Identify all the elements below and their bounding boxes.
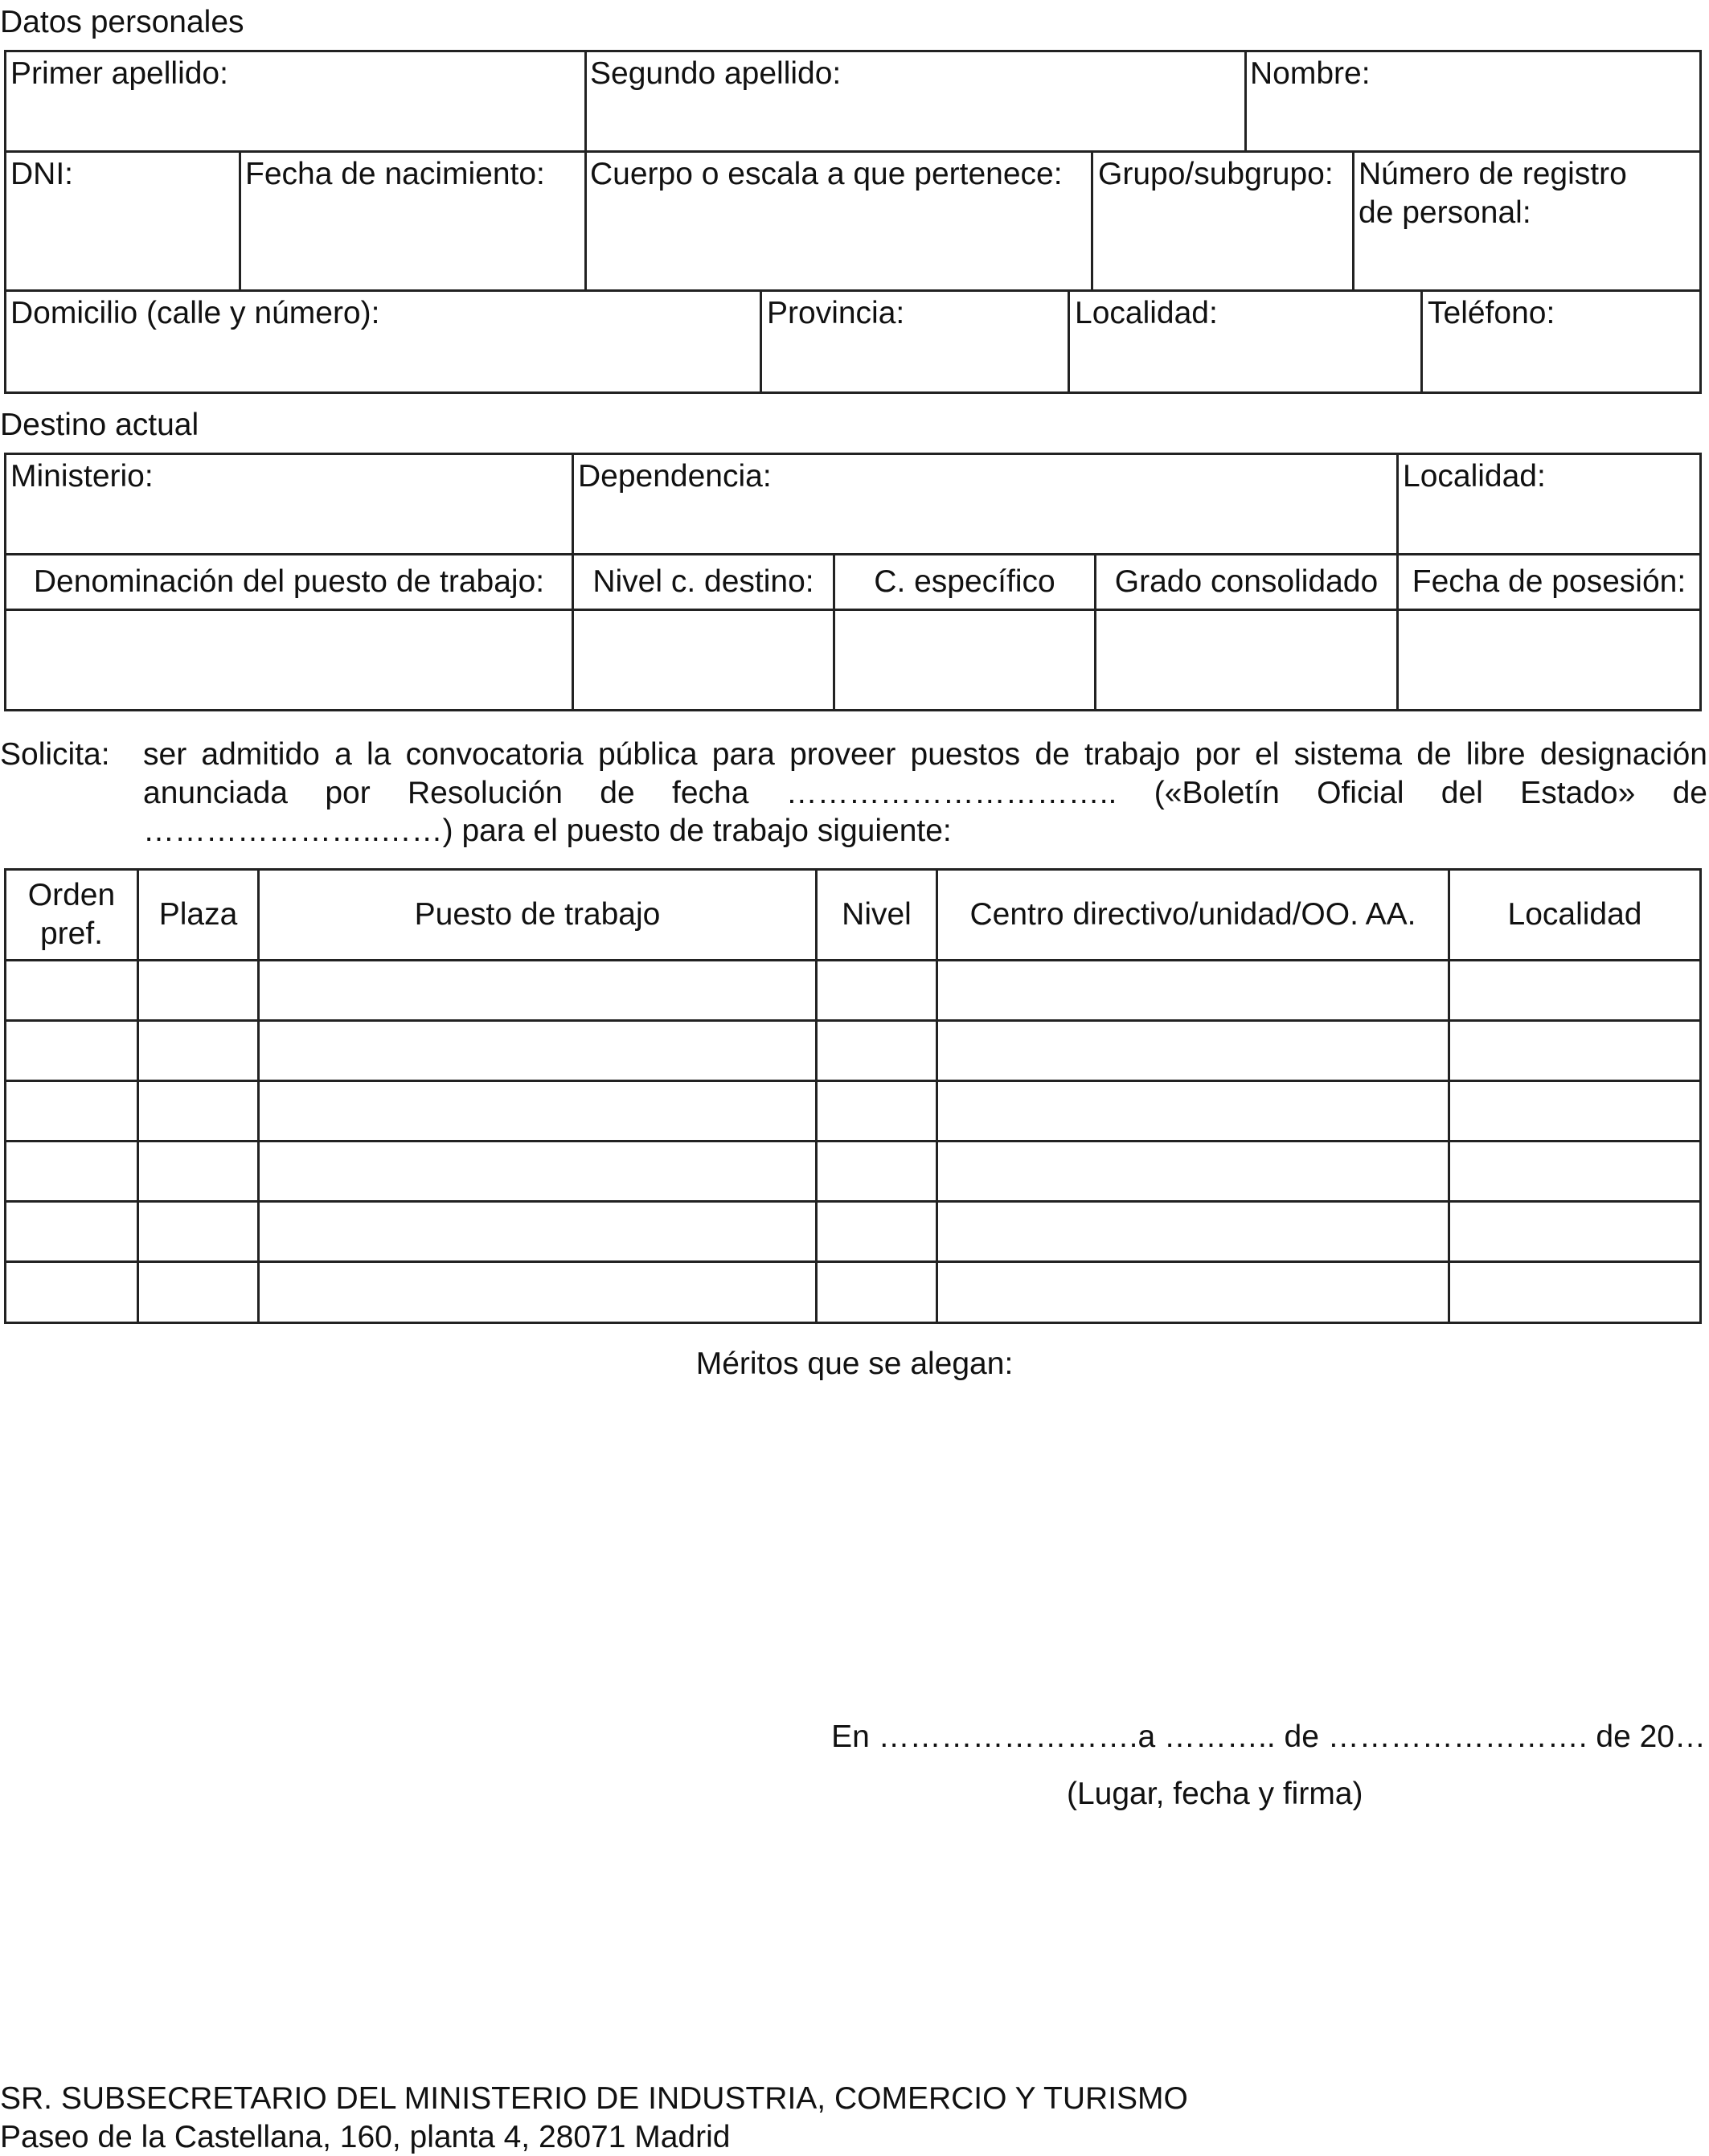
- field-fecha-nacimiento[interactable]: Fecha de nacimiento:: [245, 157, 545, 191]
- table-row[interactable]: [6, 1142, 1699, 1200]
- field-grupo-subgrupo[interactable]: Grupo/subgrupo:: [1098, 157, 1334, 191]
- table-row[interactable]: [6, 1082, 1699, 1140]
- merits-area[interactable]: [4, 1391, 1702, 1696]
- header-plaza: Plaza: [158, 897, 238, 932]
- header-denominacion-puesto: Denominación del puesto de trabajo:: [33, 564, 545, 600]
- field-cuerpo-escala[interactable]: Cuerpo o escala a que pertenece:: [590, 157, 1063, 191]
- header-centro-directivo: Centro directivo/unidad/OO. AA.: [969, 897, 1416, 932]
- field-telefono[interactable]: Teléfono:: [1428, 296, 1555, 330]
- field-primer-apellido[interactable]: Primer apellido:: [10, 56, 228, 91]
- divider: [584, 50, 587, 152]
- recipient-line-2: Paseo de la Castellana, 160, planta 4, 28071 Madrid: [0, 2119, 731, 2154]
- input-grado-consolidado[interactable]: [1096, 611, 1396, 709]
- field-domicilio[interactable]: Domicilio (calle y número):: [10, 296, 380, 330]
- header-localidad: Localidad: [1507, 897, 1642, 932]
- recipient-line-1: SR. SUBSECRETARIO DEL MINISTERIO DE INDUSTRIA, COMERCIO Y TURISMO: [0, 2081, 1188, 2116]
- field-dependencia[interactable]: Dependencia:: [578, 459, 772, 494]
- header-grado-consolidado: Grado consolidado: [1114, 564, 1379, 600]
- field-dni[interactable]: DNI:: [10, 157, 73, 191]
- divider: [1420, 289, 1423, 394]
- table-row[interactable]: [6, 1263, 1699, 1322]
- field-provincia[interactable]: Provincia:: [767, 296, 905, 330]
- header-orden-preferencia: [6, 871, 137, 959]
- field-numero-registro-line2: de personal:: [1359, 195, 1531, 230]
- request-text: [143, 736, 1707, 851]
- field-localidad[interactable]: Localidad:: [1075, 296, 1218, 330]
- table-row[interactable]: [6, 961, 1699, 1019]
- request-line-2: anunciada por Resolución de fecha ………………………….. («Boletín Oficial del Estado» de: [143, 775, 1707, 810]
- signature-caption: (Lugar, fecha y firma): [1067, 1777, 1363, 1811]
- divider: [584, 150, 587, 291]
- table-row[interactable]: [6, 1203, 1699, 1260]
- request-label: Solicita:: [0, 737, 110, 772]
- divider: [1244, 50, 1247, 152]
- signature-line: En …………………….a ……….. de ……………………. de 20…: [831, 1719, 1706, 1754]
- divider: [1091, 150, 1093, 291]
- header-complemento-especifico: C. específico: [874, 564, 1055, 600]
- field-localidad-destino[interactable]: Localidad:: [1403, 459, 1546, 494]
- divider: [239, 150, 241, 291]
- input-complemento-especifico[interactable]: [835, 611, 1094, 709]
- section-personal-title: Datos personales: [0, 5, 244, 39]
- input-nivel-destino[interactable]: [574, 611, 833, 709]
- header-orden-line1: Orden: [27, 878, 116, 913]
- header-puesto-trabajo: Puesto de trabajo: [414, 897, 661, 932]
- field-ministerio[interactable]: Ministerio:: [10, 459, 154, 494]
- table-row[interactable]: [6, 1022, 1699, 1080]
- divider: [760, 289, 762, 394]
- field-segundo-apellido[interactable]: Segundo apellido:: [590, 56, 842, 91]
- divider: [1068, 289, 1070, 394]
- request-line-3: …………………..……) para el puesto de trabajo siguiente:: [143, 814, 952, 849]
- header-fecha-posesion: Fecha de posesión:: [1412, 564, 1686, 600]
- divider: [4, 150, 1702, 153]
- input-denominacion-puesto[interactable]: [6, 611, 572, 709]
- header-nivel-destino: Nivel c. destino:: [592, 564, 814, 600]
- divider: [4, 289, 1702, 292]
- header-nivel: Nivel: [842, 897, 912, 932]
- header-orden-line2: pref.: [39, 916, 104, 951]
- recipient-address: [0, 2080, 1188, 2156]
- field-nombre[interactable]: Nombre:: [1250, 56, 1371, 91]
- field-numero-registro[interactable]: [1359, 155, 1627, 232]
- request-line-1: ser admitido a la convocatoria pública para proveer puestos de trabajo por el sistema de libre designación: [143, 737, 1707, 772]
- merits-label: Méritos que se alegan:: [695, 1346, 1014, 1381]
- input-fecha-posesion[interactable]: [1399, 611, 1699, 709]
- field-numero-registro-line1: Número de registro: [1359, 157, 1627, 191]
- section-current-title: Destino actual: [0, 408, 199, 442]
- divider: [1352, 150, 1354, 291]
